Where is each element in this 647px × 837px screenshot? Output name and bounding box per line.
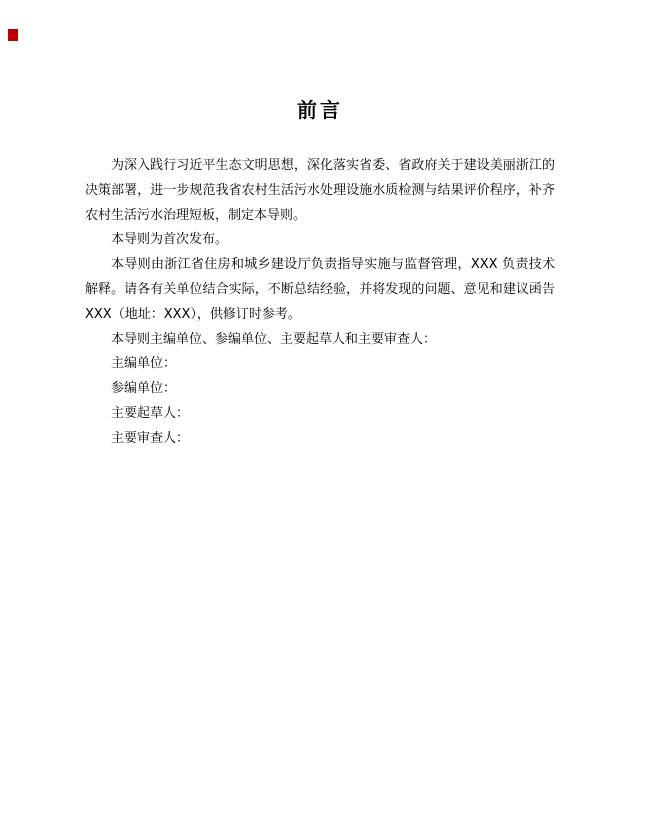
paragraph-main-reviewers: 主要审查人： <box>111 430 190 446</box>
document-body <box>85 154 555 452</box>
paragraph-main-drafters: 主要起草人： <box>111 405 190 421</box>
paragraph-intro: 为深入践行习近平生态文明思想，深化落实省委、省政府关于建设美丽浙江的决策部署，进一步规范我省农村生活污水处理设施水质检测与结果评价程序，补齐农村生活污水治理短板，制定本导则。 <box>85 158 555 223</box>
red-marker <box>8 29 18 41</box>
paragraph-management: 本导则由浙江省住房和城乡建设厅负责指导实施与监督管理，XXX 负责技术解释。请各有关单位结合实际，不断总结经验，并将发现的问题、意见和建议函告XXX（地址：XXX），供修订时参考。 <box>85 257 555 322</box>
paragraph-first-release: 本导则为首次发布。 <box>111 232 229 248</box>
document-page <box>85 0 555 452</box>
document-title: 前言 <box>297 98 343 122</box>
paragraph-chief-editor-unit: 主编单位： <box>111 356 177 372</box>
paragraph-units-heading: 本导则主编单位、参编单位、主要起草人和主要审查人： <box>111 331 437 347</box>
paragraph-participating-unit: 参编单位： <box>111 381 177 397</box>
